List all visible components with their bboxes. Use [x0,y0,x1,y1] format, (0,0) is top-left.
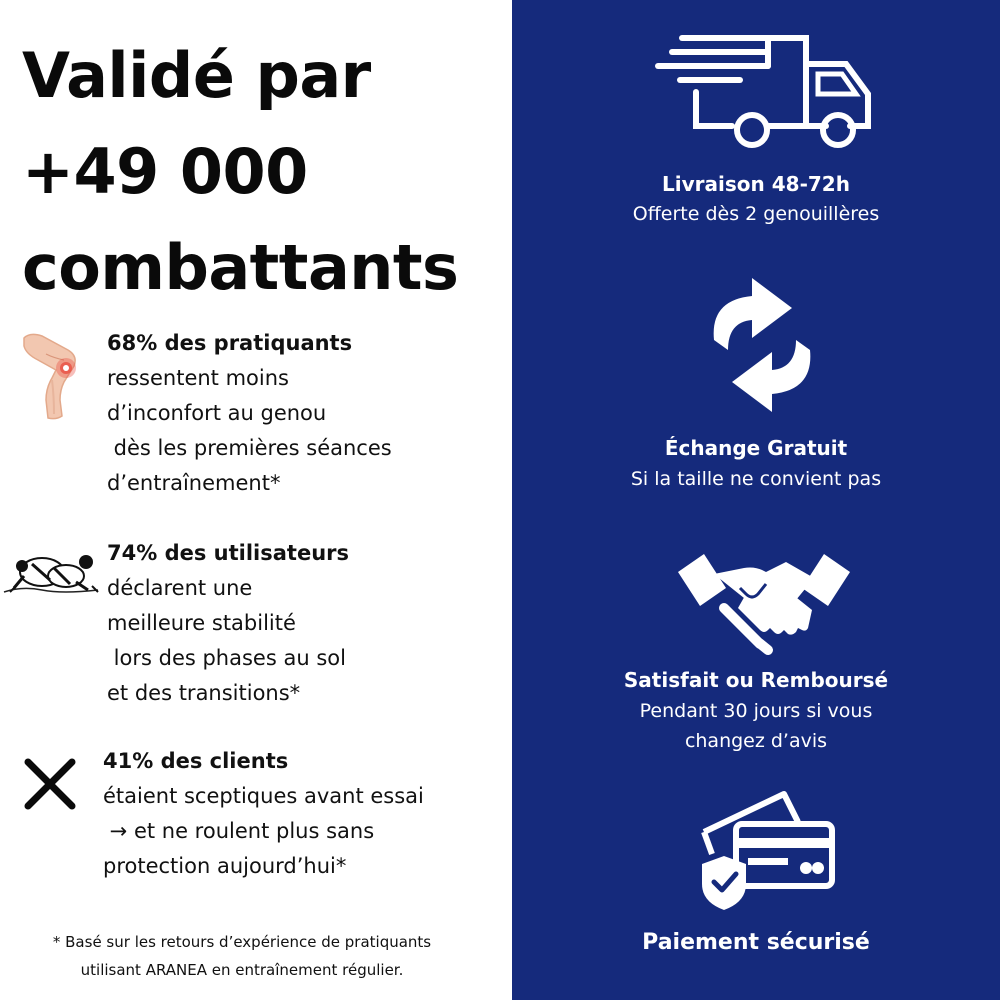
stat-text [107,326,392,501]
stat-line: ressentent moins [107,366,289,390]
feature-exchange [512,250,1000,500]
stat-line: déclarent une [107,576,253,600]
stat-text [107,536,349,711]
stat-line: lors des phases au sol [107,646,346,670]
grappling-illustration-icon [2,542,102,603]
feature-secure-payment [512,770,1000,1000]
footnote-line: * Basé sur les retours d’expérience de pratiquants [52,933,432,951]
stat-line: et des transitions* [107,681,301,705]
feature-title: Satisfait ou Remboursé [623,668,889,692]
headline-line: +49 000 [22,135,308,208]
cross-icon [22,756,78,817]
handshake-icon [674,548,854,663]
feature-title: Échange Gratuit [664,436,848,460]
stat-line: d’entraînement* [107,471,281,495]
stat-line: meilleure stabilité [107,611,296,635]
delivery-truck-icon [650,30,880,155]
stat-lead: 68% des pratiquants [107,331,353,355]
stat-line: dès les premières séances [107,436,392,460]
stat-lead: 74% des utilisateurs [107,541,350,565]
feature-title: Paiement sécurisé [642,930,870,955]
feature-subtitle [512,464,1000,494]
feature-subtitle [512,696,1000,756]
feature-subtitle-line: changez d’avis [684,730,828,752]
stat-line: d’inconfort au genou [107,401,327,425]
footnote [0,928,484,984]
feature-delivery [512,0,1000,250]
secure-payment-cards-icon [696,784,836,919]
headline [22,28,502,316]
feature-subtitle-line: Si la taille ne convient pas [630,468,882,490]
headline-line: Validé par [22,39,371,112]
stat-line: protection aujourd’hui* [103,854,347,878]
feature-title: Livraison 48-72h [662,172,850,196]
headline-line: combattants [22,231,459,304]
stat-line: étaient sceptiques avant essai [103,784,424,808]
stat-lead: 41% des clients [103,749,289,773]
feature-subtitle [512,199,1000,229]
knee-pain-icon [16,330,88,425]
exchange-arrows-icon [692,270,832,425]
feature-subtitle-line: Offerte dès 2 genouillères [632,203,880,225]
stat-text [103,744,424,884]
stat-line: → et ne roulent plus sans [103,819,375,843]
feature-satisfaction [512,500,1000,770]
footnote-line: utilisant ARANEA en entraînement régulier. [80,961,404,979]
feature-subtitle-line: Pendant 30 jours si vous [639,700,873,722]
